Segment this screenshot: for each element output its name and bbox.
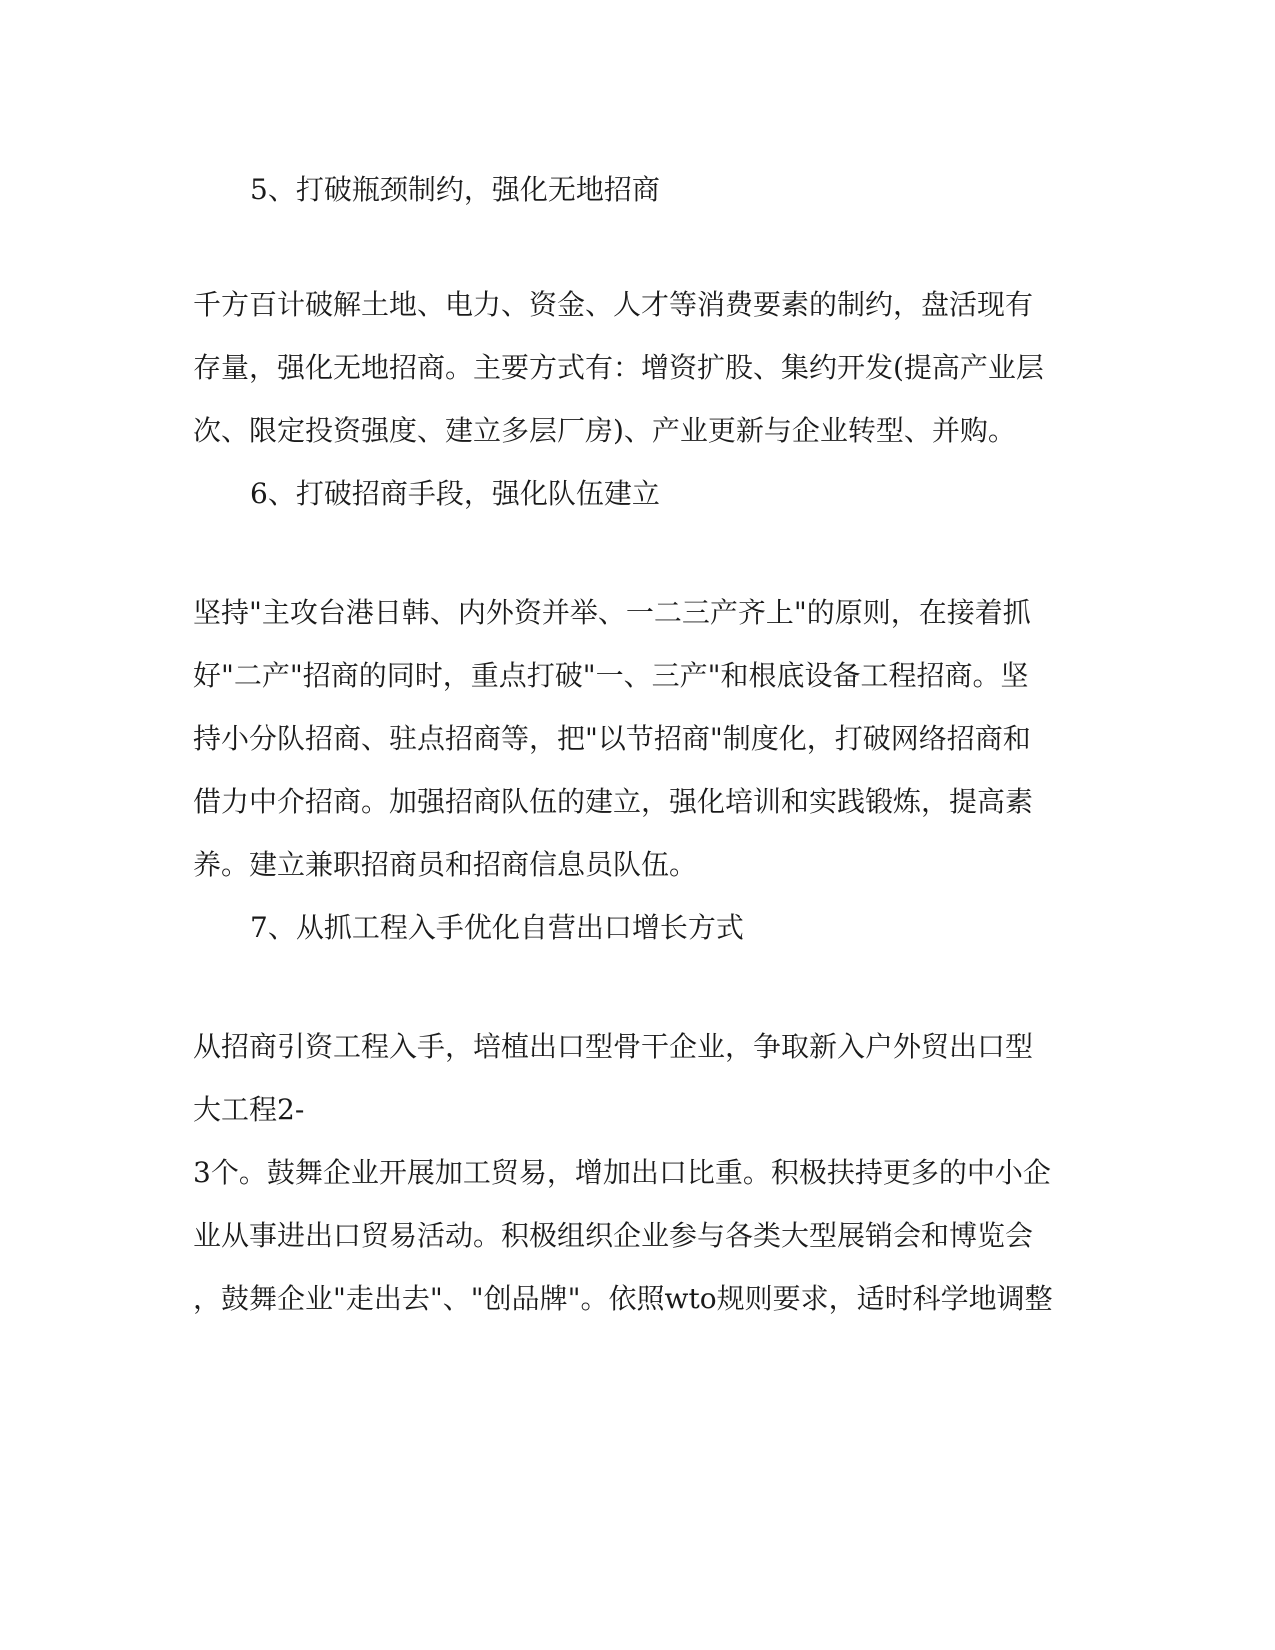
paragraph-line: 从招商引资工程入手，培植出口型骨干企业，争取新入户外贸出口型 bbox=[193, 1030, 1034, 1063]
paragraph-line: 业从事进出口贸易活动。积极组织企业参与各类大型展销会和博览会 bbox=[193, 1219, 1034, 1252]
paragraph-line: 次、限定投资强度、建立多层厂房)、产业更新与企业转型、并购。 bbox=[193, 414, 1016, 447]
section-heading-7: 7、从抓工程入手优化自营出口增长方式 bbox=[250, 911, 744, 944]
paragraph-line: 好"二产"招商的同时，重点打破"一、三产"和根底设备工程招商。坚 bbox=[193, 659, 1029, 692]
paragraph-line: 千方百计破解土地、电力、资金、人才等消费要素的制约，盘活现有 bbox=[193, 288, 1034, 321]
paragraph-line: 持小分队招商、驻点招商等，把"以节招商"制度化，打破网络招商和 bbox=[193, 722, 1031, 755]
paragraph-line: 借力中介招商。加强招商队伍的建立，强化培训和实践锻炼，提高素 bbox=[193, 785, 1034, 818]
section-heading-6: 6、打破招商手段，强化队伍建立 bbox=[250, 477, 660, 510]
paragraph-line: ，鼓舞企业"走出去"、"创品牌"。依照wto规则要求，适时科学地调整 bbox=[193, 1282, 1053, 1315]
paragraph-line: 坚持"主攻台港日韩、内外资并举、一二三产齐上"的原则，在接着抓 bbox=[193, 596, 1031, 629]
paragraph-line: 养。建立兼职招商员和招商信息员队伍。 bbox=[193, 848, 698, 881]
paragraph-line: 大工程2- bbox=[193, 1093, 305, 1126]
section-heading-5: 5、打破瓶颈制约，强化无地招商 bbox=[250, 173, 660, 206]
paragraph-line: 3个。鼓舞企业开展加工贸易，增加出口比重。积极扶持更多的中小企 bbox=[193, 1156, 1051, 1189]
paragraph-line: 存量，强化无地招商。主要方式有：增资扩股、集约开发(提高产业层 bbox=[193, 351, 1044, 384]
